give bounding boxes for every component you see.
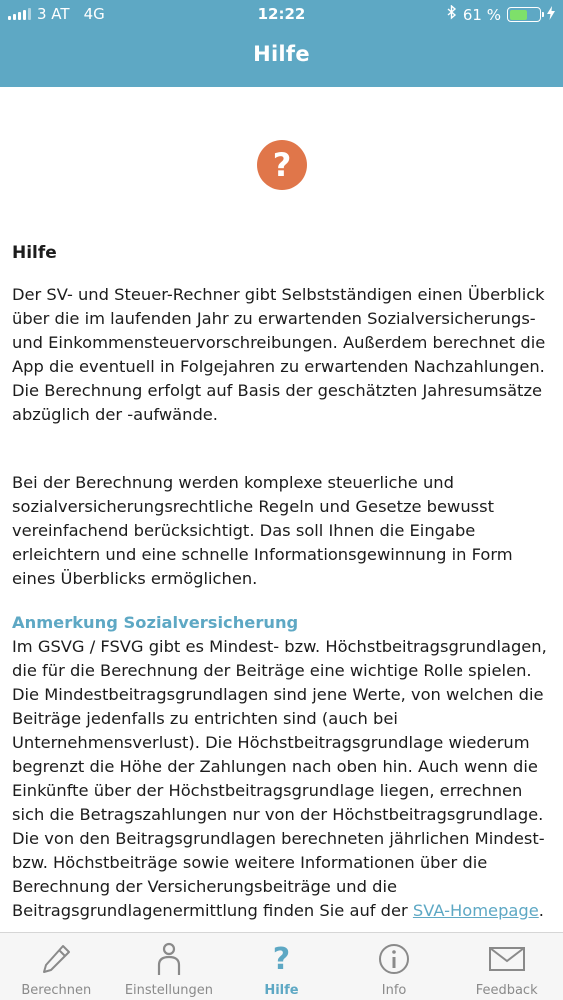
- battery-level: [510, 10, 528, 20]
- battery-percent: 61 %: [462, 5, 501, 24]
- tab-label: Feedback: [475, 983, 538, 998]
- help-paragraph-social-insurance: [12, 635, 553, 923]
- tab-einstellungen[interactable]: [113, 933, 226, 1000]
- charging-icon: [547, 6, 555, 24]
- help-paragraph-intro: Der SV- und Steuer-Rechner gibt Selbstständigen einen Überblick über die im laufenden Jahr zu erwartenden Sozialversicherungs- und Einkommensteuervorschreibungen. Außerdem berechnet die App die eventuell in Folgejahren zu erwartenden Nachzahlungen. Die Berechnung erfolgt auf Basis der geschätzten Jahresumsätze abzüglich der -aufwände.: [12, 285, 546, 424]
- help-content[interactable]: [0, 87, 563, 932]
- page-title: Hilfe: [253, 42, 310, 66]
- network-type: 4G: [83, 5, 105, 23]
- tab-label: Hilfe: [264, 983, 299, 998]
- tab-berechnen[interactable]: [0, 933, 113, 1000]
- person-icon: [113, 939, 226, 979]
- tab-label: Berechnen: [21, 983, 92, 998]
- tab-feedback[interactable]: [450, 933, 563, 1000]
- section-heading-social-insurance: Anmerkung Sozialversicherung: [12, 613, 299, 632]
- tab-info[interactable]: [338, 933, 451, 1000]
- tab-label: Info: [381, 983, 407, 998]
- status-right: [447, 5, 555, 24]
- info-icon: [338, 939, 451, 979]
- question-icon: ?: [272, 941, 291, 977]
- status-bar: [0, 0, 563, 30]
- pencil-icon: [0, 939, 113, 979]
- help-heading: Hilfe: [12, 243, 57, 263]
- question-mark-icon: ?: [257, 140, 307, 190]
- sentence-end: .: [538, 901, 544, 920]
- tab-label: Einstellungen: [124, 983, 213, 998]
- social-insurance-text: Im GSVG / FSVG gibt es Mindest- bzw. Höchstbeitragsgrundlagen, die für die Berechnung der Beiträge eine wichtige Rolle spielen. Die Mindestbeitragsgrundlagen sind jene Werte, von welchen die Beiträge jedenfalls zu entrichten sind (auch bei Unternehmensverlust). Die Höchstbeitragsgrundlage wiederum begrenzt die Höhe der Zahlungen nach oben hin. Auch wenn die Einkünfte über der Höchstbeitragsgrundlage liegen, errechnen sich die Betragszahlungen nur von der Höchstbeitragsgrundlage. Die von den Beitragsgrundlagen berechneten jährlichen Mindest- bzw. Höchstbeiträge sowie weitere Informationen über die Berechnung der Versicherungsbeiträge und die Beitragsgrundlagenermittlung finden Sie auf der: [12, 637, 547, 920]
- tab-hilfe[interactable]: [225, 933, 338, 1000]
- bluetooth-icon: [447, 5, 457, 24]
- navigation-header: [0, 0, 563, 87]
- tab-bar: [0, 932, 563, 1000]
- carrier-name: 3 AT: [37, 5, 70, 23]
- sva-homepage-link[interactable]: SVA-Homepage: [412, 901, 539, 920]
- help-paragraph-calculation: Bei der Berechnung werden komplexe steuerliche und sozialversicherungsrechtliche Regeln und Gesetze bewusst vereinfachend berücksichtigt. Das soll Ihnen die Eingabe erleichtern und eine schnelle Informationsgewinnung in Form eines Überblicks ermöglichen.: [12, 473, 513, 588]
- battery-icon: [507, 7, 541, 22]
- mail-icon: [450, 939, 563, 979]
- status-time: 12:22: [257, 5, 306, 23]
